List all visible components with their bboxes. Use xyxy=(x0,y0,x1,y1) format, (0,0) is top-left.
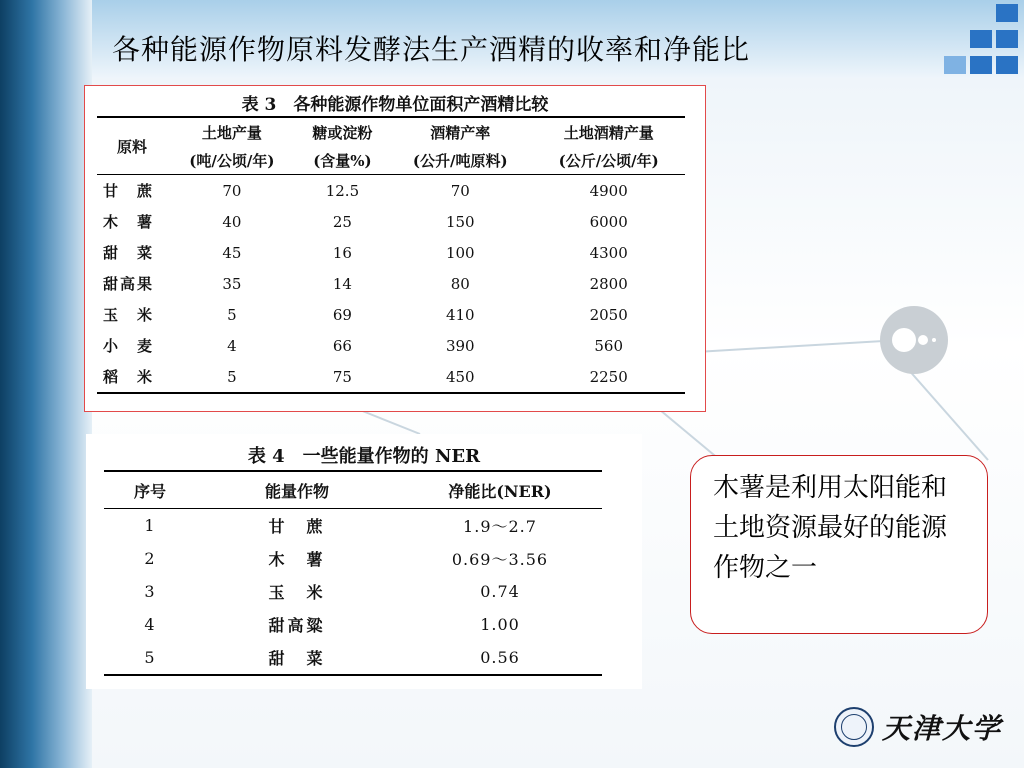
table3-cell-yield: 5 xyxy=(227,305,237,324)
table3-cell-land-alcohol: 2050 xyxy=(589,305,628,324)
note-callout: 木薯是利用太阳能和土地资源最好的能源作物之一 xyxy=(690,455,988,634)
table3-cell-alcohol-rate: 80 xyxy=(450,274,470,293)
table3-cell-alcohol-rate: 390 xyxy=(445,336,475,355)
table3-cell-name: 甜高果 xyxy=(103,275,155,293)
table-row xyxy=(97,206,685,237)
table4-cell-no: 4 xyxy=(144,615,156,634)
table4-cell-no: 2 xyxy=(144,549,156,568)
table-row xyxy=(97,268,685,299)
table3-unit-alcohol-rate: (公升/吨原料) xyxy=(412,151,508,170)
table4-cell-ner: 1.9～2.7 xyxy=(463,517,537,536)
table4-cell-ner: 0.56 xyxy=(480,648,520,667)
table4-cell-no: 3 xyxy=(144,582,156,601)
table4-cell-ner: 1.00 xyxy=(480,615,520,634)
table3-cell-yield: 35 xyxy=(222,274,242,293)
table4-cell-no: 1 xyxy=(144,516,156,535)
table3-cell-name: 稻 米 xyxy=(103,368,155,386)
table-row xyxy=(97,361,685,393)
table4-header-ner: 净能比(NER) xyxy=(448,481,552,501)
table3-cell-land-alcohol: 2800 xyxy=(589,274,628,293)
university-logo xyxy=(834,707,1002,747)
table3 xyxy=(97,116,685,394)
table3-header-material: 原料 xyxy=(116,137,147,156)
table4-header-no: 序号 xyxy=(133,481,166,501)
table3-cell-land-alcohol: 2250 xyxy=(589,367,628,386)
table3-cell-sugar: 12.5 xyxy=(325,181,360,200)
table3-header-sugar: 糖或淀粉 xyxy=(312,123,373,142)
table3-cell-sugar: 75 xyxy=(332,367,352,386)
table-row xyxy=(97,175,685,207)
table3-cell-name: 玉 米 xyxy=(103,306,155,324)
table3-cell-alcohol-rate: 150 xyxy=(445,212,475,231)
table-row xyxy=(97,237,685,268)
table3-cell-alcohol-rate: 410 xyxy=(445,305,475,324)
table3-unit-sugar: (含量%) xyxy=(313,151,372,170)
table3-cell-land-alcohol: 560 xyxy=(594,336,624,355)
table4-cell-ner: 0.69～3.56 xyxy=(451,550,549,569)
table3-cell-name: 甜 菜 xyxy=(103,244,155,262)
page-title: 各种能源作物原料发酵法生产酒精的收率和净能比 xyxy=(112,33,751,66)
university-name: 天津大学 xyxy=(882,712,1003,745)
table3-cell-sugar: 66 xyxy=(332,336,352,355)
table-row xyxy=(97,299,685,330)
table3-cell-yield: 5 xyxy=(227,367,237,386)
university-seal-icon xyxy=(834,707,874,747)
table3-cell-name: 木 薯 xyxy=(103,213,155,231)
table4-panel xyxy=(86,434,642,689)
table4 xyxy=(104,470,602,676)
table-row xyxy=(104,509,602,543)
table-row xyxy=(104,575,602,608)
table3-panel xyxy=(84,85,706,412)
table-row xyxy=(104,608,602,641)
table3-cell-land-alcohol: 4900 xyxy=(589,181,628,200)
table3-cell-alcohol-rate: 70 xyxy=(450,181,470,200)
ornament-circle-icon xyxy=(878,300,948,380)
table3-header-land-alcohol: 土地酒精产量 xyxy=(563,123,654,142)
table3-cell-yield: 40 xyxy=(222,212,242,231)
table4-header-crop: 能量作物 xyxy=(264,481,329,501)
table4-cell-ner: 0.74 xyxy=(480,582,520,601)
table3-cell-sugar: 25 xyxy=(332,212,352,231)
table-row xyxy=(104,542,602,575)
table-row xyxy=(97,330,685,361)
table3-cell-name: 小 麦 xyxy=(103,337,155,355)
table4-title: 表 4 一些能量作物的 NER xyxy=(247,446,481,467)
table3-cell-sugar: 69 xyxy=(332,305,352,324)
table3-unit-yield: (吨/公顷/年) xyxy=(189,151,275,170)
table3-unit-land-alcohol: (公斤/公顷/年) xyxy=(558,151,659,170)
table3-header-alcohol-rate: 酒精产率 xyxy=(430,123,491,142)
table4-cell-no: 5 xyxy=(144,648,156,667)
table-row xyxy=(104,641,602,675)
table3-cell-name: 甘 蔗 xyxy=(103,182,155,200)
table4-cell-crop: 甜高粱 xyxy=(268,616,326,635)
table3-cell-yield: 4 xyxy=(227,336,237,355)
table3-header-yield: 土地产量 xyxy=(201,123,262,142)
table3-cell-alcohol-rate: 450 xyxy=(445,367,475,386)
table3-cell-land-alcohol: 6000 xyxy=(589,212,628,231)
table3-cell-sugar: 14 xyxy=(332,274,352,293)
table3-cell-yield: 45 xyxy=(222,243,242,262)
table4-cell-crop: 甘 蔗 xyxy=(268,517,326,536)
table4-cell-crop: 甜 菜 xyxy=(268,649,326,668)
table3-cell-land-alcohol: 4300 xyxy=(589,243,628,262)
table3-cell-yield: 70 xyxy=(222,181,242,200)
table3-cell-alcohol-rate: 100 xyxy=(445,243,475,262)
table3-cell-sugar: 16 xyxy=(332,243,352,262)
table4-cell-crop: 玉 米 xyxy=(268,583,326,602)
table4-cell-crop: 木 薯 xyxy=(268,550,326,569)
table3-title: 表 3 各种能源作物单位面积产酒精比较 xyxy=(241,95,549,115)
